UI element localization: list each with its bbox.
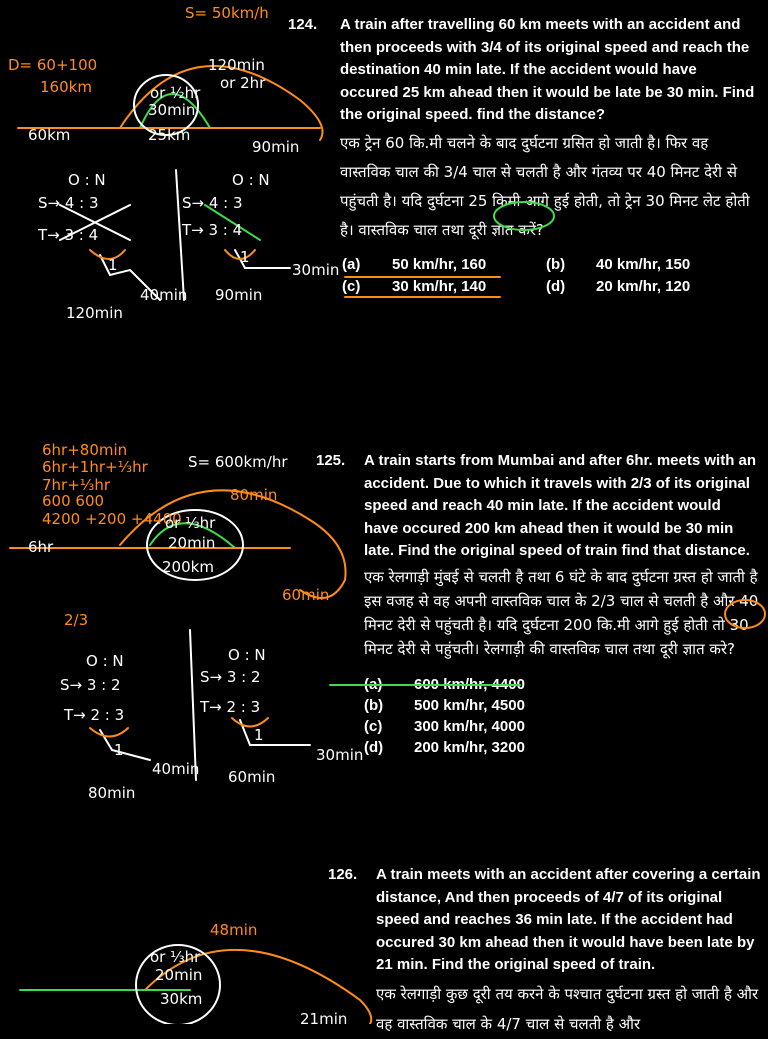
- speed-ratio: S→ 3 : 2: [200, 668, 261, 686]
- question-125-text: [364, 450, 759, 661]
- option-label[interactable]: (d): [364, 739, 384, 756]
- speed-ratio: S→ 3 : 2: [60, 676, 121, 694]
- unit-diff: 1: [108, 256, 118, 274]
- time-40min: 40min: [152, 760, 200, 778]
- option-label[interactable]: (d): [546, 278, 566, 295]
- ratio-header: O : N: [86, 652, 124, 670]
- time-30min-result: 30min: [316, 746, 364, 764]
- time-90min: 90min: [252, 138, 300, 156]
- option-value[interactable]: 600 km/hr, 4400: [414, 676, 525, 693]
- calc-line: 4200 +200 +4400: [42, 510, 182, 528]
- option-row: [364, 739, 568, 760]
- option-value[interactable]: 30 km/hr, 140: [392, 278, 487, 295]
- option-label[interactable]: (c): [364, 718, 383, 735]
- third-hr: or ⅓hr: [150, 948, 201, 966]
- ratio-header: O : N: [232, 171, 270, 189]
- segment-30km: 30km: [160, 990, 203, 1008]
- option-value[interactable]: 300 km/hr, 4000: [414, 718, 525, 735]
- option-label[interactable]: (b): [546, 256, 566, 273]
- option-label[interactable]: (b): [364, 697, 384, 714]
- question-126-hindi: एक रेलगाड़ी कुछ दूरी तय करने के पश्चात दुर्घटना ग्रस्त हो जाती है और वह वास्तविक चाल के 4/7 चाल से चलती है और: [376, 984, 759, 1033]
- option-row: [342, 278, 750, 300]
- time-48min: 48min: [210, 921, 258, 939]
- question-125-options: [364, 676, 568, 760]
- or-2hr: or 2hr: [220, 74, 266, 92]
- time-80min: 80min: [230, 486, 278, 504]
- question-126-english: A train meets with an accident after covering a certain distance, And then proceeds of 4/7 of its original speed and reaches 36 min late. If the accident had occured 30 km ahead then it would have been late by 21 min. Find the original speed of train.: [376, 866, 761, 973]
- option-row: [364, 697, 568, 718]
- time-ratio: T→ 2 : 3: [64, 706, 125, 724]
- distance-arc: [145, 950, 371, 1024]
- unit-diff: 1: [114, 741, 124, 759]
- small-arc: [140, 94, 210, 128]
- time-20min: 20min: [155, 966, 203, 984]
- small-arc: [150, 523, 235, 548]
- speed-ratio: S→ 4 : 3: [182, 194, 243, 212]
- segment-6hr: 6hr: [28, 538, 54, 556]
- unit-diff: 1: [240, 248, 250, 266]
- option-value[interactable]: 500 km/hr, 4500: [414, 697, 525, 714]
- distance-arc: [120, 490, 346, 598]
- option-value[interactable]: 40 km/hr, 150: [596, 256, 691, 273]
- segment-60km: 60km: [28, 126, 71, 144]
- segment-200km: 200km: [162, 558, 214, 576]
- option-label[interactable]: (a): [342, 256, 361, 273]
- question-124-options: [342, 256, 750, 300]
- question-125-english: A train starts from Mumbai and after 6hr. meets with an accident. Due to which it travels with 2/3 of its original speed and reach 40 min late. If the accident would have occured 200 km ahead then it would be 30 min late. Find the original speed of train find that distance.: [364, 452, 757, 559]
- time-ratio: T→ 3 : 4: [182, 221, 243, 239]
- calc-line: 6hr+1hr+⅓hr: [42, 458, 148, 476]
- question-126-text: [376, 864, 761, 1039]
- question-124-text: [340, 14, 755, 245]
- third-hr: or ⅓hr: [165, 514, 216, 532]
- ratio-header: O : N: [228, 646, 266, 664]
- option-row: [364, 676, 568, 697]
- distance-note: D= 60+100: [8, 56, 98, 74]
- option-label[interactable]: (a): [364, 676, 383, 693]
- fraction-2-3: 2/3: [64, 611, 89, 629]
- calc-line: 7hr+⅓hr: [42, 476, 110, 494]
- time-21min: 21min: [300, 1010, 348, 1024]
- time-120min: 120min: [208, 56, 265, 74]
- option-row: [364, 718, 568, 739]
- calc-line: 6hr+80min: [42, 441, 128, 459]
- calc-line: 600 600: [42, 492, 105, 510]
- option-row: [342, 256, 750, 278]
- time-20min: 20min: [168, 534, 216, 552]
- speed-note: S= 600km/hr: [188, 453, 288, 471]
- segment-25km: 25km: [148, 126, 191, 144]
- question-124-hindi: एक ट्रेन 60 कि.मी चलने के बाद दुर्घटना ग्रसित हो जाती है। फिर वह वास्तविक चाल की 3/4 चाल से चलती है और गंतव्य पर 40 मिनट देरी से पहुंचती है। यदि दुर्घटना 25 किमी आगे हुई होती, तो ट्रेन 30 मिनट लेट होती है। वास्तविक चाल तथा दूरी ज्ञात करें?: [340, 133, 750, 239]
- time-30min: 30min: [148, 101, 196, 119]
- question-125-number: 125.: [316, 452, 346, 469]
- question-125-hindi: एक रेलगाड़ी मुंबई से चलती है तथा 6 घंटे के बाद दुर्घटना ग्रस्त हो जाती है इस वजह से वह अपनी वास्तविक चाल के 2/3 चाल से चलती है और 40 मिनट देरी से पहुंचती है। यदि दुर्घटना 200 कि.मी आगे हुई होती तो 30 मिनट देरी से पहुंचती। रेलगाड़ी की वास्तविक चाल तथा दूरी ज्ञात करे?: [364, 567, 759, 658]
- ratio-header: O : N: [68, 171, 106, 189]
- question-124-english: A train after travelling 60 km meets with an accident and then proceeds with 3/4 of its original speed and reach the destination 40 min late. If the accident would have occured 25 km ahead then it would be late be 30 min. Find the original speed. find the distance?: [340, 16, 755, 123]
- option-value[interactable]: 20 km/hr, 120: [596, 278, 691, 295]
- distance-note: 160km: [40, 78, 92, 96]
- time-120min-result: 120min: [66, 304, 123, 322]
- time-ratio: T→ 2 : 3: [200, 698, 261, 716]
- half-hr: or ½hr: [150, 84, 201, 102]
- question-126-number: 126.: [328, 866, 358, 883]
- time-80min-result: 80min: [88, 784, 136, 802]
- time-60min: 60min: [282, 586, 330, 604]
- time-40min: 40min: [140, 286, 188, 304]
- option-value[interactable]: 50 km/hr, 160: [392, 256, 487, 273]
- question-124-number: 124.: [288, 16, 318, 33]
- option-value[interactable]: 200 km/hr, 3200: [414, 739, 525, 756]
- speed-ratio: S→ 4 : 3: [38, 194, 99, 212]
- time-90min-result: 90min: [215, 286, 263, 304]
- time-30min-result: 30min: [292, 261, 340, 279]
- option-label[interactable]: (c): [342, 278, 361, 295]
- speed-note: S= 50km/h: [185, 4, 269, 22]
- distance-arc: [120, 66, 323, 140]
- time-ratio: T→ 3 : 4: [38, 226, 99, 244]
- unit-diff: 1: [254, 726, 264, 744]
- time-60min-result: 60min: [228, 768, 276, 786]
